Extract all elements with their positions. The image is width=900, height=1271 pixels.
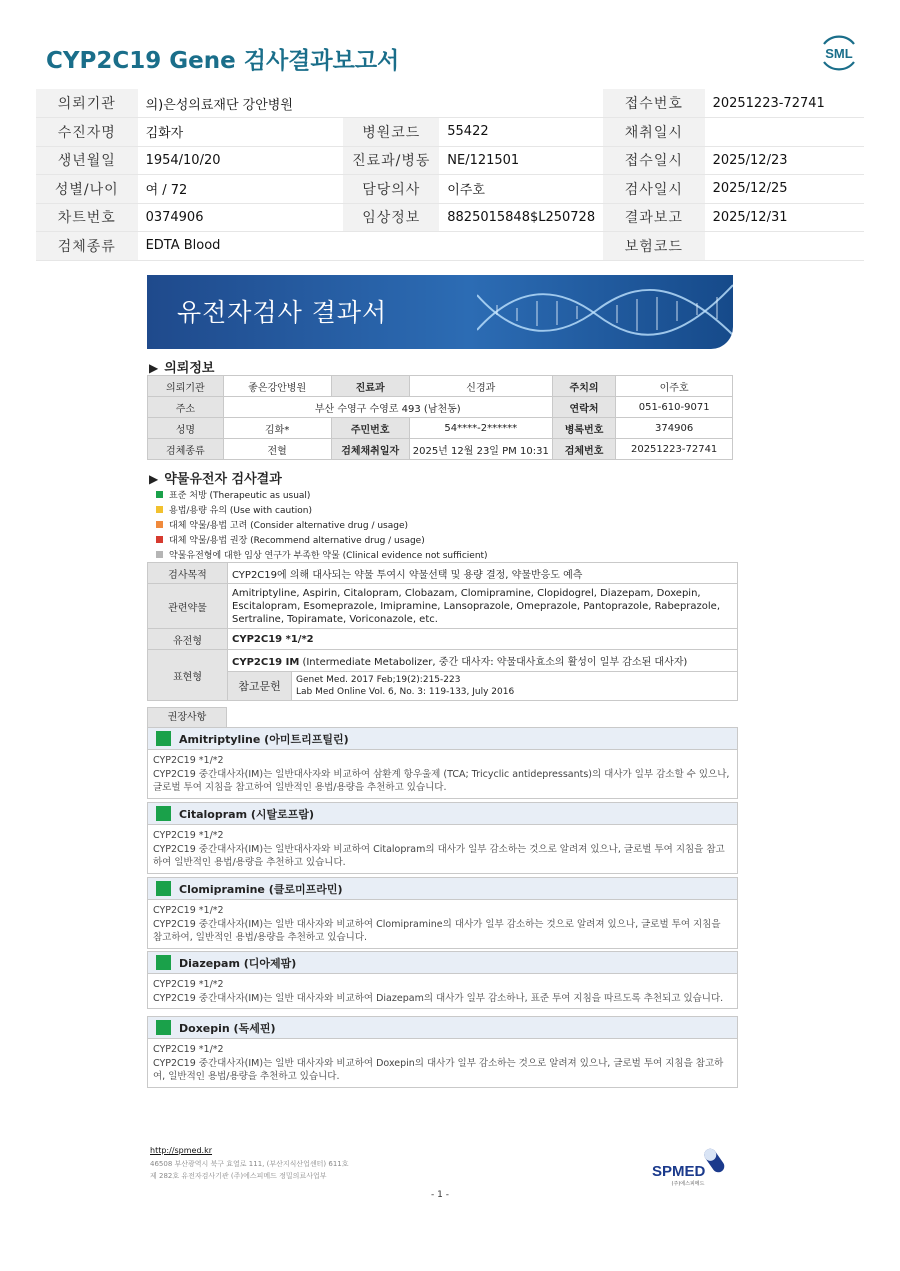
recommendation-body	[148, 750, 737, 798]
req-address-value: 부산 수영구 수영로 493 (남천동)	[223, 397, 552, 418]
req-specimen-no-label: 검체번호	[552, 439, 615, 460]
recommendation-body	[148, 1039, 737, 1087]
recommendation-tab: 권장사항	[147, 707, 227, 728]
req-specimen-label: 검체종류	[148, 439, 224, 460]
svg-text:(주)에스피메드: (주)에스피메드	[671, 1181, 705, 1187]
legend-label: 대체 약물/용법 고려 (Consider alternative drug / usage)	[169, 521, 409, 531]
report-banner	[147, 275, 733, 349]
label-hospital-code: 병원코드	[343, 118, 439, 147]
value-chart-number: 0374906	[138, 203, 344, 232]
req-name-label: 성명	[148, 418, 224, 439]
drug-name: Citalopram (시탈로프람)	[179, 807, 315, 821]
value-clinical-info: 8825015848$L250728	[439, 203, 603, 232]
legend-color-square-icon	[156, 506, 163, 513]
status-square-icon	[156, 955, 171, 970]
banner-title: 유전자검사 결과서	[177, 298, 388, 327]
request-info-table	[147, 375, 733, 460]
label-test-date: 검사일시	[603, 175, 704, 204]
legend-color-square-icon	[156, 551, 163, 558]
value-insurance-code	[705, 232, 864, 261]
status-square-icon	[156, 881, 171, 896]
req-institution-value: 좋은강안병원	[223, 376, 331, 397]
req-contact-value: 051-610-9071	[616, 397, 733, 418]
spmed-logo	[648, 1143, 738, 1187]
reference-1: Genet Med. 2017 Feb;19(2):215-223	[296, 675, 461, 685]
sml-logo	[816, 30, 862, 76]
recommendation-card	[147, 802, 738, 874]
legend	[156, 487, 488, 562]
recommendation-genotype: CYP2C19 *1/*2	[153, 905, 224, 916]
label-chart-number: 차트번호	[36, 203, 138, 232]
value-department: NE/121501	[439, 146, 603, 175]
req-record-value: 374906	[616, 418, 733, 439]
label-requesting-institution: 의뢰기관	[36, 89, 138, 118]
label-attending-doctor: 담당의사	[343, 175, 439, 204]
legend-item	[156, 532, 488, 547]
req-specimen-value: 전혈	[223, 439, 331, 460]
svg-text:SPMED: SPMED	[652, 1163, 706, 1180]
value-hospital-code: 55422	[439, 118, 603, 147]
recommendation-genotype: CYP2C19 *1/*2	[153, 755, 224, 766]
value-patient-name: 김화자	[138, 118, 344, 147]
drug-name: Doxepin (독세핀)	[179, 1021, 276, 1035]
value-sex-age: 여 / 72	[138, 175, 344, 204]
page-title: CYP2C19 Gene 검사결과보고서	[46, 48, 400, 74]
recommendation-genotype: CYP2C19 *1/*2	[153, 979, 224, 990]
reference-label: 참고문헌	[228, 672, 292, 701]
drug-name: Amitriptyline (아미트리프틸린)	[179, 732, 349, 746]
result-section-title: ▶ 약물유전자 검사결과	[149, 472, 282, 487]
value-birth-date: 1954/10/20	[138, 146, 344, 175]
triangle-bullet-icon: ▶	[149, 361, 159, 375]
recommendation-card	[147, 727, 738, 799]
value-receipt-date: 2025/12/23	[705, 146, 864, 175]
footer-address	[150, 1158, 349, 1182]
result-table	[147, 562, 738, 701]
legend-item	[156, 487, 488, 502]
req-institution-label: 의뢰기관	[148, 376, 224, 397]
recommendation-card	[147, 1016, 738, 1088]
phenotype-value	[228, 650, 738, 672]
label-report-date: 결과보고	[603, 203, 704, 232]
reference-value	[292, 672, 738, 701]
value-test-date: 2025/12/25	[705, 175, 864, 204]
reference-2: Lab Med Online Vol. 6, No. 3: 119-133, July 2016	[296, 687, 515, 697]
related-drugs-label: 관련약물	[148, 584, 228, 629]
purpose-value: CYP2C19에 의해 대사되는 약물 투여시 약물선택 및 용량 결정, 약물반응도 예측	[228, 563, 738, 584]
recommendation-text: CYP2C19 중간대사자(IM)는 일반대사자와 비교하여 삼환계 항우울제 (TCA; Tricyclic antidepressants)의 대사가 일부 감소할 수 있으나, 글로벌 투여 지침을 참고하여 일반적인 용법/용량을 추천하고 있습니다.	[153, 768, 730, 793]
svg-text:SML: SML	[825, 46, 853, 61]
req-collect-label: 검체채취일자	[331, 439, 409, 460]
recommendation-text: CYP2C19 중간대사자(IM)는 일반 대사자와 비교하여 Diazepam의 대사가 일부 감소하나, 표준 투여 지침을 따르도록 추천되고 있습니다.	[153, 992, 724, 1004]
recommendation-header	[148, 1017, 737, 1039]
status-square-icon	[156, 1020, 171, 1035]
label-birth-date: 생년월일	[36, 146, 138, 175]
phenotype-label: 표현형	[148, 650, 228, 701]
recommendation-genotype: CYP2C19 *1/*2	[153, 1044, 224, 1055]
label-sex-age: 성별/나이	[36, 175, 138, 204]
recommendation-body	[148, 825, 737, 873]
patient-header-table	[36, 89, 864, 261]
label-department: 진료과/병동	[343, 146, 439, 175]
recommendation-header	[148, 952, 737, 974]
value-attending-doctor: 이주호	[439, 175, 603, 204]
recommendation-text: CYP2C19 중간대사자(IM)는 일반 대사자와 비교하여 Doxepin의 대사가 일부 감소하는 것으로 알려져 있으나, 글로벌 투여 지침을 참고하여, 일반적인 용법/용량을 추천하고 있습니다.	[153, 1057, 724, 1082]
legend-color-square-icon	[156, 536, 163, 543]
request-section-title: ▶ 의뢰정보	[149, 361, 215, 376]
footer-address-line: 46508 부산광역시 북구 효열로 111, (부산지식산업센터) 611호	[150, 1160, 349, 1168]
recommendation-body	[148, 900, 737, 948]
drug-name: Diazepam (디아제팜)	[179, 956, 297, 970]
req-name-value: 김화*	[223, 418, 331, 439]
req-rrn-label: 주민번호	[331, 418, 409, 439]
label-insurance-code: 보험코드	[603, 232, 704, 261]
label-collection-date: 채취일시	[603, 118, 704, 147]
legend-label: 약물유전형에 대한 임상 연구가 부족한 약물 (Clinical evidence not sufficient)	[169, 551, 488, 561]
legend-color-square-icon	[156, 521, 163, 528]
legend-label: 표준 처방 (Therapeutic as usual)	[169, 491, 311, 501]
label-patient-name: 수진자명	[36, 118, 138, 147]
recommendation-card	[147, 877, 738, 949]
recommendation-genotype: CYP2C19 *1/*2	[153, 830, 224, 841]
label-receipt-date: 접수일시	[603, 146, 704, 175]
req-address-label: 주소	[148, 397, 224, 418]
purpose-label: 검사목적	[148, 563, 228, 584]
phenotype-code: CYP2C19 IM	[232, 657, 300, 668]
footer-url-link[interactable]: http://spmed.kr	[150, 1146, 213, 1155]
footer-institution-line: 제 282호 유전자검사기관 (주)에스피메드 정밀의료사업부	[150, 1172, 327, 1180]
req-rrn-value: 54****-2******	[409, 418, 552, 439]
recommendation-header	[148, 728, 737, 750]
req-doctor-value: 이주호	[616, 376, 733, 397]
label-clinical-info: 임상정보	[343, 203, 439, 232]
genotype-label: 유전형	[148, 629, 228, 650]
legend-label: 대체 약물/용법 권장 (Recommend alternative drug / usage)	[169, 536, 425, 546]
value-collection-date	[705, 118, 864, 147]
req-collect-value: 2025년 12월 23일 PM 10:31	[409, 439, 552, 460]
value-report-date: 2025/12/31	[705, 203, 864, 232]
req-record-label: 병록번호	[552, 418, 615, 439]
value-requesting-institution: 의)은성의료재단 강안병원	[138, 89, 604, 118]
recommendation-text: CYP2C19 중간대사자(IM)는 일반 대사자와 비교하여 Clomipramine의 대사가 일부 감소하는 것으로 알려져 있으나, 글로벌 투여 지침을 참고하여, 일반적인 용법/용량을 추천하고 있습니다.	[153, 918, 721, 943]
recommendation-header	[148, 878, 737, 900]
legend-item	[156, 502, 488, 517]
dna-helix-graphic	[477, 275, 733, 349]
recommendation-card	[147, 951, 738, 1009]
req-contact-label: 연락처	[552, 397, 615, 418]
legend-label: 용법/용량 유의 (Use with caution)	[169, 506, 312, 516]
genotype-value: CYP2C19 *1/*2	[228, 629, 738, 650]
related-drugs-value: Amitriptyline, Aspirin, Citalopram, Clobazam, Clomipramine, Clopidogrel, Diazepam, Doxepin, Escitalopram, Esomeprazole, Imipramine, Lansoprazole, Omeprazole, Pantoprazole, Rabeprazole, Sertraline, Topiramate, Voriconazole, etc.	[228, 584, 738, 629]
legend-item	[156, 517, 488, 532]
recommendation-text: CYP2C19 중간대사자(IM)는 일반대사자와 비교하여 Citalopram의 대사가 일부 감소하는 것으로 알려져 있으나, 글로벌 투여 지침을 참고하여 일반적인 용법/용량을 추천하고 있습니다.	[153, 843, 725, 868]
phenotype-description: (Intermediate Metabolizer, 중간 대사자: 약물대사효소의 활성이 일부 감소된 대사자)	[299, 657, 688, 668]
label-specimen-type: 검체종류	[36, 232, 138, 261]
req-specimen-no-value: 20251223-72741	[616, 439, 733, 460]
legend-color-square-icon	[156, 491, 163, 498]
value-receipt-number: 20251223-72741	[705, 89, 864, 118]
triangle-bullet-icon: ▶	[149, 472, 159, 486]
req-dept-value: 신경과	[409, 376, 552, 397]
page-number: - 1 -	[431, 1190, 449, 1200]
req-dept-label: 진료과	[331, 376, 409, 397]
legend-item	[156, 547, 488, 562]
req-doctor-label: 주치의	[552, 376, 615, 397]
recommendation-header	[148, 803, 737, 825]
value-specimen-type: EDTA Blood	[138, 232, 604, 261]
drug-name: Clomipramine (클로미프라민)	[179, 882, 343, 896]
recommendation-body	[148, 974, 737, 1008]
label-receipt-number: 접수번호	[603, 89, 704, 118]
status-square-icon	[156, 731, 171, 746]
status-square-icon	[156, 806, 171, 821]
